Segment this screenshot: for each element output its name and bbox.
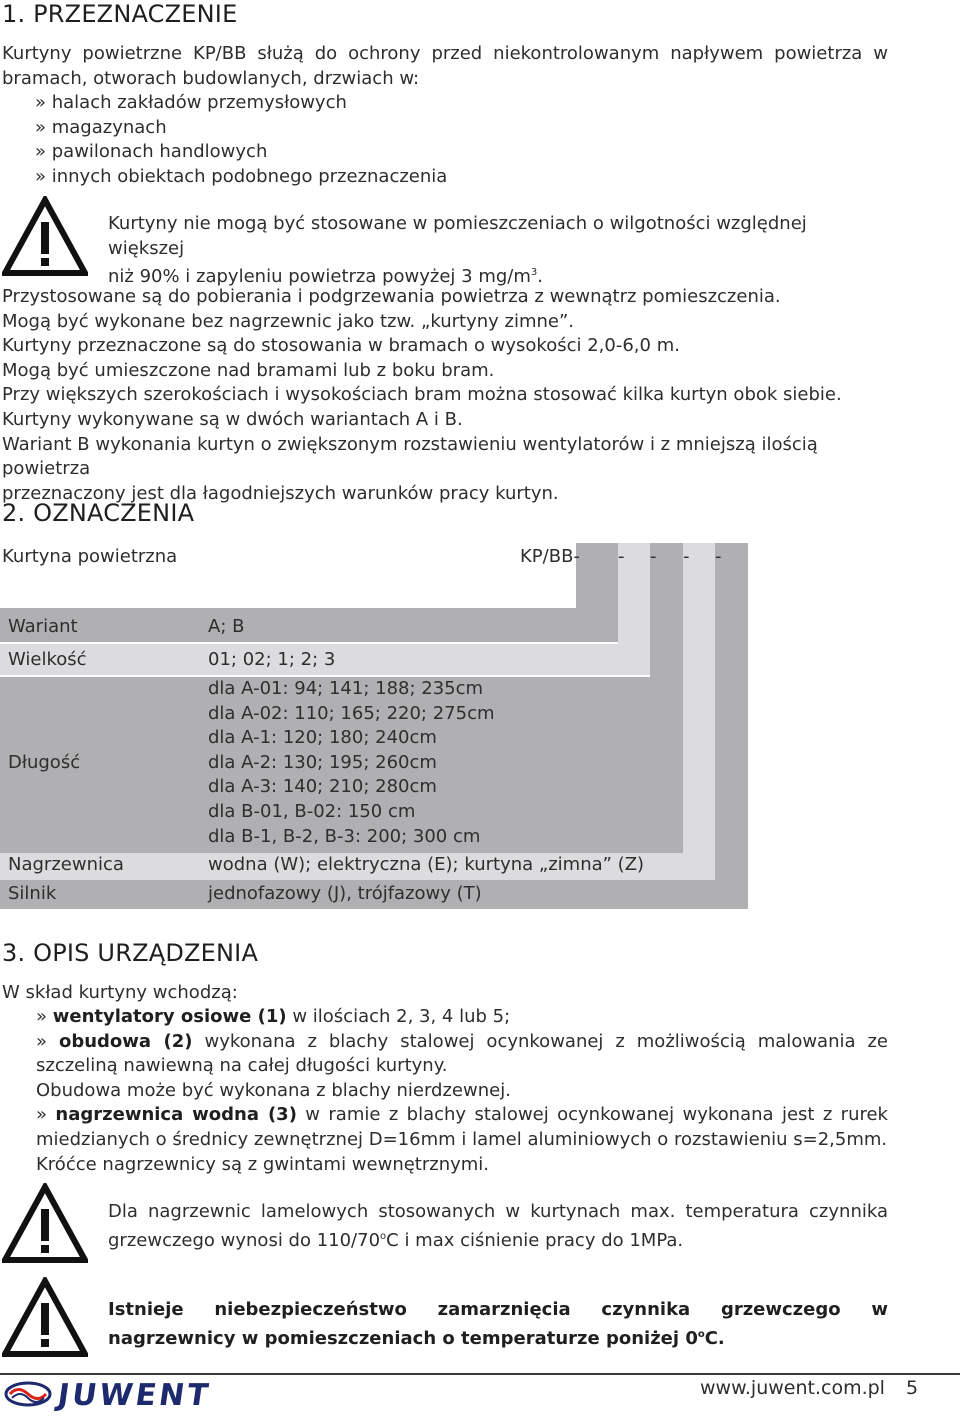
list-item: [36, 1103, 888, 1152]
component-list: [36, 1005, 888, 1177]
table-bar-wariant: [0, 608, 618, 642]
item-text: wykonana z blachy stalowej ocynkowanej z możliwością malowania ze szczeliną nawiewną na całej długości kurtyny.: [36, 1030, 888, 1077]
section-3-intro: W skład kurtyny wchodzą:: [2, 982, 238, 1003]
code-bar-4: [683, 543, 715, 880]
row-value: dla B-01, B-02: 150 cm: [208, 800, 416, 822]
warning-triangle-icon: [2, 1277, 88, 1357]
paragraph-line: Kurtyny przeznaczone są do stosowania w bramach o wysokości 2,0-6,0 m.: [2, 335, 680, 357]
item-bold: wentylatory osiowe (1): [52, 1006, 287, 1027]
row-value: dla A-01: 94; 141; 188; 235cm: [208, 678, 484, 699]
code-bar-5: [715, 543, 748, 909]
code-dash: -: [650, 546, 657, 567]
list-item: » innych obiektach podobnego przeznaczenia: [35, 165, 448, 187]
paragraph-line: Mogą być umieszczone nad bramami lub z boku bram.: [2, 359, 495, 381]
warning-triangle-icon: [2, 1183, 88, 1263]
bullet: »: [36, 1104, 48, 1126]
warning-text: Istnieje niebezpieczeństwo zamarznięcia czynnika grzewczego w nagrzewnicy w pomieszczeniach o temperaturze poniżej 0: [108, 1299, 888, 1349]
list-item: » halach zakładów przemysłowych: [35, 92, 347, 113]
warning-text: C i max ciśnienie pracy do 1MPa.: [386, 1229, 684, 1251]
code-dash: -: [683, 546, 690, 567]
row-value: dla A-1: 120; 180; 240cm: [208, 727, 437, 749]
item-text: w ramie z blachy stalowej ocynkowanej wykonana jest z rurek miedzianych o średnicy zewnętrznej D=16mm i lamel aluminiowych o rozstawieniu s=2,5mm.: [36, 1104, 888, 1150]
item-text: w ilościach 2, 3, 4 lub 5;: [286, 1006, 511, 1027]
section-1-paragraphs: [2, 285, 888, 506]
warning-text: C.: [704, 1327, 725, 1349]
paragraph-line: Mogą być wykonane bez nagrzewnic jako tzw. „kurtyny zimne”.: [2, 310, 575, 332]
section-1-intro: Kurtyny powietrzne KP/BB służą do ochrony przed niekontrolowanym napływem powietrza w bramach, otworach budowlanych, drzwiach w:: [2, 43, 888, 89]
paragraph-line: Wariant B wykonania kurtyn o zwiększonym rozstawieniu wentylatorów i z mniejszą ilością powietrza: [2, 433, 818, 480]
code-dash: -: [715, 546, 722, 567]
paragraph-line: Przy większych szerokościach i wysokościach bram można stosować kilka kurtyn obok siebie.: [2, 384, 842, 406]
bullet: »: [36, 1006, 48, 1027]
row-label-silnik: Silnik: [8, 883, 57, 904]
row-label-wariant: Wariant: [8, 616, 78, 637]
paragraph-line: przeznaczony jest dla łagodniejszych warunków pracy kurtyn.: [2, 482, 559, 504]
period: .: [537, 266, 543, 288]
bullet: »: [36, 1030, 48, 1052]
brand-name: JUWENT: [55, 1378, 214, 1413]
application-list: [35, 91, 447, 189]
code-dash: -: [618, 546, 625, 567]
freezing-warning: [108, 1298, 888, 1351]
row-label-dlugosc: Długość: [8, 752, 81, 773]
juwent-logo-icon: [4, 1381, 52, 1407]
item-extra: Obudowa może być wykonana z blachy nierdzewnej.: [36, 1079, 511, 1101]
row-value: dla A-02: 110; 165; 220; 275cm: [208, 702, 495, 724]
row-label-wielkosc: Wielkość: [8, 649, 87, 670]
row-label-nagrzewnica: Nagrzewnica: [8, 854, 124, 875]
row-value: 01; 02; 1; 2; 3: [208, 649, 336, 670]
row-value: jednofazowy (J), trójfazowy (T): [208, 883, 482, 904]
superscript: o: [697, 1328, 705, 1340]
superscript: o: [380, 1230, 387, 1242]
item-bold: nagrzewnica wodna (3): [55, 1104, 297, 1126]
superscript: 3: [530, 267, 538, 279]
section-1-heading: 1. PRZEZNACZENIE: [2, 0, 238, 28]
row-value: dla B-1, B-2, B-3: 200; 300 cm: [208, 825, 481, 847]
paragraph-line: Kurtyny wykonywane są w dwóch wariantach A i B.: [2, 408, 463, 430]
humidity-warning: [108, 212, 888, 290]
list-item: [36, 1005, 888, 1030]
section-3-heading: 3. OPIS URZĄDZENIA: [2, 939, 259, 967]
section-2-heading: 2. OZNACZENIA: [2, 499, 195, 527]
item-extra: Króćce nagrzewnicy są z gwintami wewnętrznymi.: [36, 1153, 490, 1175]
heater-temperature-warning: [108, 1200, 888, 1253]
row-value: dla A-2: 130; 195; 260cm: [208, 751, 437, 773]
warning-text: Dla nagrzewnic lamelowych stosowanych w kurtynach max. temperatura czynnika grzewczego wynosi do 110/70: [108, 1201, 888, 1251]
row-value: A; B: [208, 616, 245, 637]
warning-text-line: Kurtyny nie mogą być stosowane w pomieszczeniach o wilgotności względnej większej: [108, 213, 807, 259]
dlugosc-values: [208, 677, 495, 849]
product-label: Kurtyna powietrzna: [2, 546, 178, 567]
footer-divider: [0, 1373, 960, 1375]
warning-text-line: niż 90% i zapyleniu powietrza powyżej 3 mg/m: [108, 266, 531, 288]
row-value: dla A-3: 140; 210; 280cm: [208, 776, 437, 798]
list-item: » magazynach: [35, 116, 167, 138]
page-number: 5: [906, 1377, 919, 1399]
paragraph-line: Przystosowane są do pobierania i podgrzewania powietrza z wewnątrz pomieszczenia.: [2, 286, 781, 307]
product-code: KP/BB-: [520, 546, 580, 567]
list-item: [36, 1030, 888, 1079]
warning-triangle-icon: [2, 196, 88, 276]
row-value: wodna (W); elektryczna (E); kurtyna „zimna” (Z): [208, 854, 645, 875]
item-bold: obudowa (2): [58, 1030, 193, 1052]
code-bar-1: [576, 543, 618, 608]
list-item: » pawilonach handlowych: [35, 141, 268, 163]
footer-url[interactable]: www.juwent.com.pl: [700, 1377, 885, 1399]
